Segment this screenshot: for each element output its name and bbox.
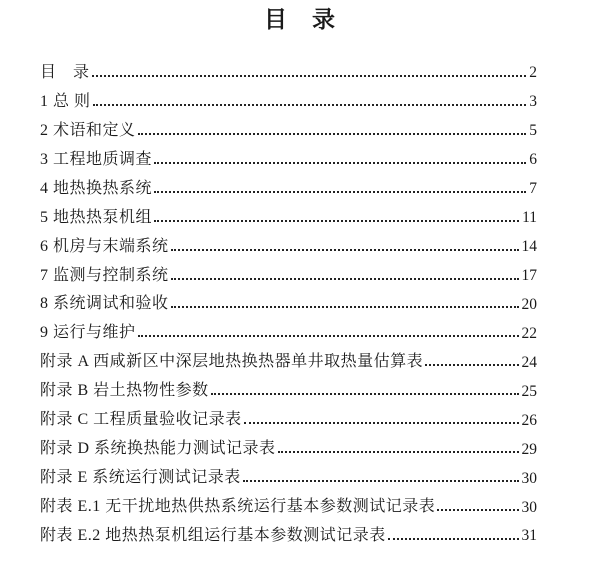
- toc-entry-page: 7: [529, 180, 537, 198]
- dot-leader: [437, 509, 518, 511]
- dot-leader: [244, 422, 519, 424]
- dot-leader: [211, 393, 519, 395]
- dot-leader: [171, 278, 519, 280]
- toc-entry-page: 5: [529, 122, 537, 140]
- toc-entry-label: 3 工程地质调查: [40, 150, 153, 168]
- toc-entry-label: 4 地热换热系统: [40, 179, 153, 197]
- toc-entry-page: 25: [521, 382, 537, 400]
- dot-leader: [171, 306, 519, 308]
- dot-leader: [154, 162, 526, 164]
- toc-entry: [40, 144, 537, 173]
- toc-entry: [40, 520, 537, 549]
- toc-entry-label: 附表 E.1 无干扰地热供热系统运行基本参数测试记录表: [40, 498, 436, 515]
- toc-entry: [40, 491, 537, 520]
- toc-entry-page: 3: [529, 93, 537, 111]
- toc-entry: [40, 462, 537, 491]
- toc-entry-label: 2 术语和定义: [40, 121, 136, 139]
- toc-entry: [40, 260, 537, 289]
- toc-entry-label: 附录 E 系统运行测试记录表: [40, 469, 241, 487]
- toc-entry-label: 附录 B 岩土热物性参数: [40, 382, 209, 400]
- dot-leader: [171, 249, 519, 251]
- toc-entry-page: 20: [521, 295, 537, 313]
- toc-entry-page: 14: [521, 238, 537, 256]
- toc-entry-label: 8 系统调试和验收: [40, 295, 169, 313]
- toc-entry-page: 30: [521, 469, 537, 487]
- toc-entry-label: 目 录: [40, 63, 90, 81]
- toc-entry: [40, 173, 537, 202]
- dot-leader: [138, 133, 527, 135]
- toc-entry-label: 附录 D 系统换热能力测试记录表: [40, 440, 276, 458]
- toc-entry-label: 附录 A 西咸新区中深层地热换热器单井取热量估算表: [40, 353, 424, 371]
- toc-entry-page: 17: [521, 267, 537, 284]
- dot-leader: [425, 364, 518, 366]
- page-title: 目 录: [264, 7, 336, 32]
- dot-leader: [92, 75, 527, 77]
- toc-entry: [40, 404, 537, 433]
- toc-entry-page: 26: [521, 411, 537, 429]
- toc-entry-page: 6: [529, 151, 537, 169]
- table-of-contents: [40, 57, 537, 549]
- toc-entry: [40, 115, 537, 144]
- toc-entry: [40, 57, 537, 86]
- toc-entry-page: 22: [521, 324, 537, 342]
- dot-leader: [93, 104, 527, 106]
- toc-entry: [40, 86, 537, 115]
- toc-entry: [40, 317, 537, 346]
- dot-leader: [154, 191, 526, 193]
- toc-entry: [40, 231, 537, 260]
- toc-entry-label: 5 地热热泵机组: [40, 208, 153, 226]
- toc-entry-page: 2: [529, 64, 537, 82]
- dot-leader: [243, 480, 519, 482]
- dot-leader: [138, 335, 519, 337]
- dot-leader: [154, 220, 519, 222]
- toc-entry-label: 9 运行与维护: [40, 324, 136, 342]
- toc-entry-page: 29: [521, 440, 537, 458]
- toc-entry-label: 附表 E.2 地热热泵机组运行基本参数测试记录表: [40, 526, 386, 544]
- toc-entry-label: 附录 C 工程质量验收记录表: [40, 411, 242, 429]
- toc-entry-label: 7 监测与控制系统: [40, 266, 169, 284]
- toc-entry: [40, 346, 537, 375]
- toc-entry-page: 31: [521, 527, 537, 545]
- toc-entry-page: 24: [521, 353, 537, 371]
- toc-entry: [40, 375, 537, 404]
- toc-entry: [40, 289, 537, 318]
- dot-leader: [388, 538, 519, 540]
- dot-leader: [278, 451, 519, 453]
- toc-entry-page: 11: [522, 209, 537, 227]
- toc-entry-label: 1 总 则: [40, 92, 91, 110]
- toc-entry: [40, 202, 537, 231]
- toc-entry-page: 30: [521, 498, 537, 516]
- toc-entry: [40, 433, 537, 462]
- toc-entry-label: 6 机房与末端系统: [40, 237, 169, 255]
